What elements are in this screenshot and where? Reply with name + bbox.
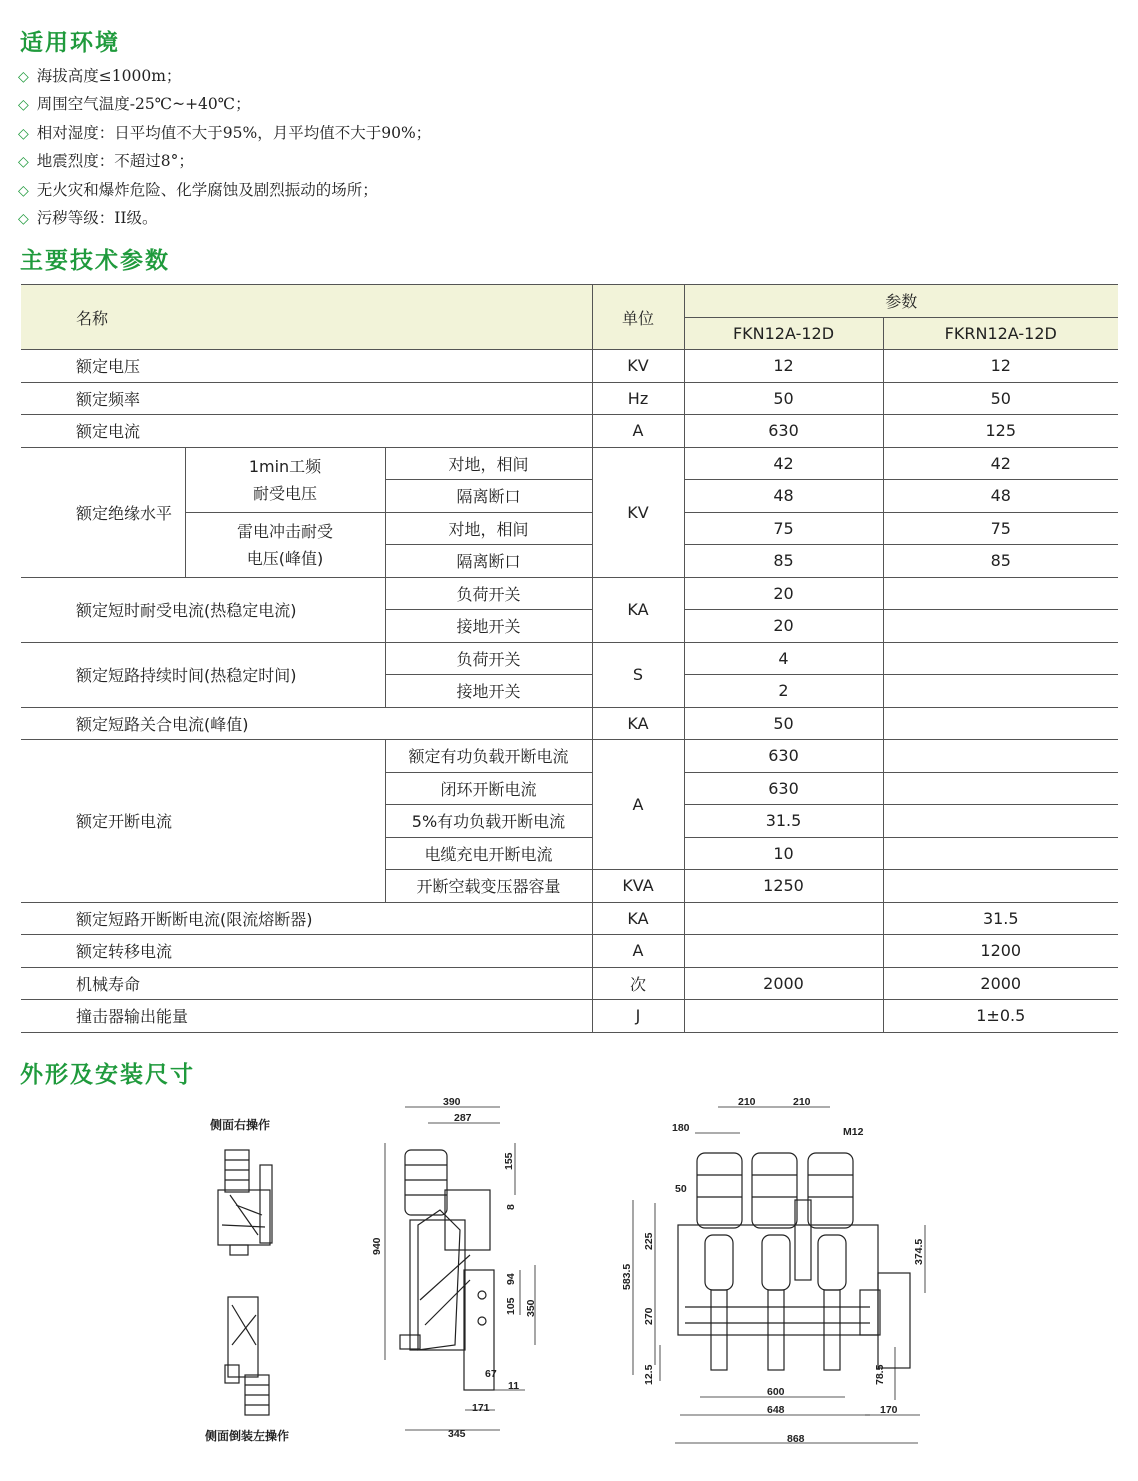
spec-table [21,284,1118,1033]
dim-label: 270 [643,1307,655,1325]
environment-list [18,62,431,232]
table-row: 撞击器输出能量 J 1±0.5 [21,1000,1118,1033]
table-row: 额定电压 KV 12 12 [21,350,1118,383]
table-row: 电缆充电开断电流 10 [21,837,1118,870]
table-row: 额定短时耐受电流(热稳定电流) 负荷开关 KA 20 [21,577,1118,610]
table-row: 雷电冲击耐受 电压(峰值) 对地，相间 75 75 [21,512,1118,545]
small-side-view-right [218,1150,272,1255]
header-model-1: FKN12A-12D [684,317,883,350]
diamond-bullet-icon: ◇ [18,154,29,171]
dim-label: 648 [767,1404,785,1416]
diamond-bullet-icon: ◇ [18,125,29,142]
table-row: 5%有功负载开断电流 31.5 [21,805,1118,838]
side-left-label: 侧面倒装左操作 [205,1429,290,1443]
dim-label: 583.5 [621,1263,633,1290]
dim-label: 287 [454,1112,472,1124]
header-model-2: FKRN12A-12D [883,317,1118,350]
dim-label: 12.5 [643,1364,655,1385]
header-params: 参数 [684,285,1118,318]
dim-label: 600 [767,1386,785,1398]
dim-label: M12 [843,1126,864,1138]
dim-label: 105 [505,1297,517,1315]
list-item: ◇ 污秽等级：II级。 [18,208,158,227]
section-title-parameters: 主要技术参数 [20,248,170,274]
table-row: 额定短路开断断电流(限流熔断器) KA 31.5 [21,902,1118,935]
dim-label: 210 [738,1096,756,1108]
table-row: 额定转移电流 A 1200 [21,935,1118,968]
diamond-bullet-icon: ◇ [18,97,29,114]
table-row: 闭环开断电流 630 [21,772,1118,805]
dim-label: 180 [672,1122,690,1134]
dim-label: 171 [472,1402,490,1414]
dim-label: 225 [643,1232,655,1250]
dim-label: 8 [505,1204,517,1210]
dim-label: 67 [485,1368,497,1380]
dim-label: 50 [675,1183,687,1195]
section-title-dimensions: 外形及安装尺寸 [20,1062,195,1088]
table-row: 接地开关 2 [21,675,1118,708]
table-row: 额定短路关合电流(峰值) KA 50 [21,707,1118,740]
diamond-bullet-icon: ◇ [18,182,29,199]
dim-label: 78.5 [874,1364,886,1385]
dim-label: 350 [525,1299,537,1317]
dimension-drawing [0,1085,1138,1481]
table-row: 接地开关 20 [21,610,1118,643]
small-side-view-left [225,1297,269,1415]
dim-label: 94 [505,1273,517,1285]
table-row: 额定绝缘水平 1min工频 耐受电压 对地，相间 KV 42 42 [21,447,1118,480]
dim-label: 210 [793,1096,811,1108]
dim-label: 11 [508,1380,520,1392]
dim-label: 155 [503,1152,515,1170]
dim-label: 868 [787,1433,805,1445]
table-row: 开断空载变压器容量 KVA 1250 [21,870,1118,903]
dim-label: 345 [448,1428,466,1440]
table-row: 隔离断口 85 85 [21,545,1118,578]
dim-label: 374.5 [913,1238,925,1265]
list-item: ◇ 相对湿度：日平均值不大于95%，月平均值不大于90%； [18,123,432,142]
section-title-environment: 适用环境 [20,30,120,56]
list-item: ◇ 周围空气温度-25℃~+40℃； [18,95,251,114]
table-header-row [21,285,1118,318]
table-row: 额定电流 A 630 125 [21,415,1118,448]
header-name: 名称 [21,285,592,350]
side-view-drawing [400,1150,494,1390]
table-row: 隔离断口 48 48 [21,480,1118,513]
table-row: 额定开断电流 额定有功负载开断电流 A 630 [21,740,1118,773]
dim-label: 170 [880,1404,898,1416]
diamond-bullet-icon: ◇ [18,210,29,227]
side-right-label: 侧面右操作 [210,1118,271,1132]
list-item: ◇ 地震烈度：不超过8°； [18,152,194,171]
table-row: 机械寿命 次 2000 2000 [21,967,1118,1000]
header-unit: 单位 [592,285,684,350]
table-row: 额定频率 Hz 50 50 [21,382,1118,415]
dim-label: 940 [371,1237,383,1255]
front-view-drawing [678,1153,910,1370]
dim-label: 390 [443,1096,461,1108]
diamond-bullet-icon: ◇ [18,69,29,85]
table-row: 额定短路持续时间(热稳定时间) 负荷开关 S 4 [21,642,1118,675]
list-item: ◇ 海拔高度≤1000m； [18,67,182,85]
list-item: ◇ 无火灾和爆炸危险、化学腐蚀及剧烈振动的场所； [18,180,378,199]
